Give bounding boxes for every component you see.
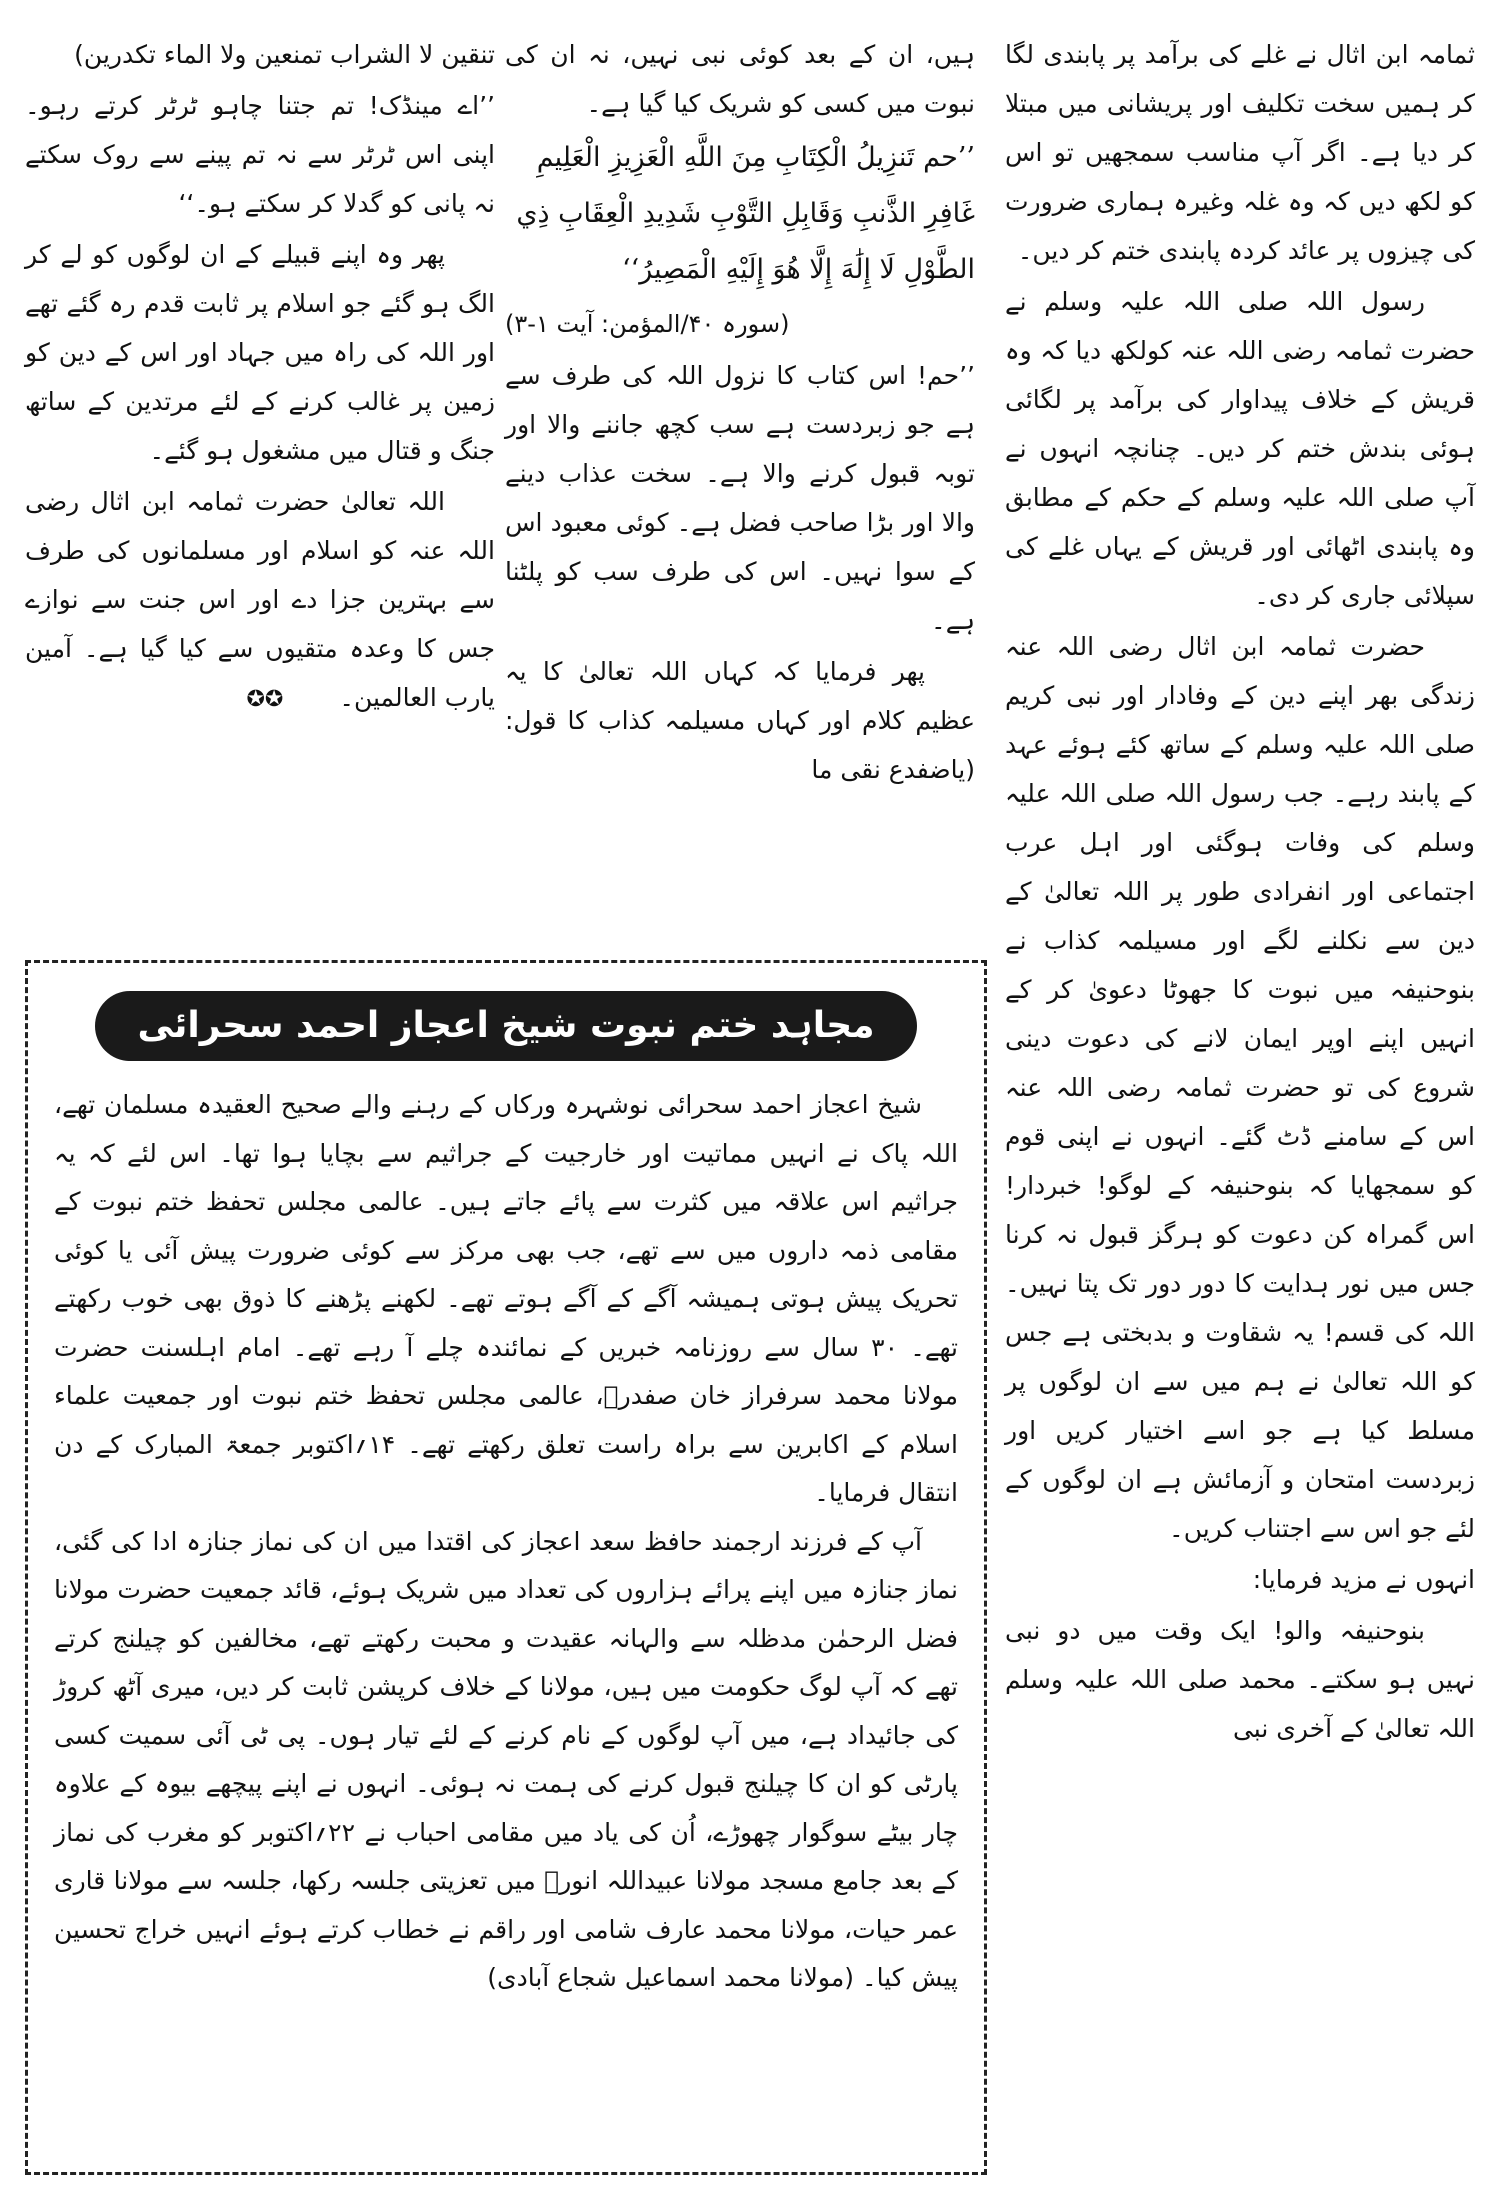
end-mark-icon: ✪✪ — [246, 687, 284, 712]
verse-reference: (سورہ ۴۰/المؤمن: آیت ۱-۳) — [505, 310, 790, 338]
right-paragraph-2: رسول اللہ صلی اللہ علیہ وسلم نے حضرت ثمامہ رضی اللہ عنہ کولکھ دیا کہ وہ قریش کے خلاف پیداوار کی برآمد پر لگائی ہوئی بندش ختم کر دیں۔ چنانچہ انہوں نے آپ صلی اللہ علیہ وسلم کے حکم کے مطابق وہ پابندی اٹھائی اور قریش کے یہاں غلے کی سپلائی جاری کر دی۔ — [1005, 287, 1475, 610]
verse-translation: ’’حم! اس کتاب کا نزول اللہ کی طرف سے ہے جو زبردست ہے سب کچھ جاننے والا اور توبہ قبول کرنے والا ہے۔ سخت عذاب دینے والا اور بڑا صاحب فضل ہے۔ کوئی معبود اس کے سوا نہیں۔ اس کی طرف سب کو پلٹنا ہے۔ — [505, 361, 975, 635]
left-paragraph-3: پھر وہ اپنے قبیلے کے ان لوگوں کو لے کر الگ ہو گئے جو اسلام پر ثابت قدم رہ گئے تھے اور اللہ کی راہ میں جہاد اور اس کے دین کو زمین پر غالب کرنے کے لئے مرتدین کے ساتھ جنگ و قتال میں مشغول ہو گئے۔ — [25, 240, 495, 465]
middle-paragraph-1: ہیں، ان کے بعد کوئی نبی نہیں، نہ ان کی نبوت میں کسی کو شریک کیا گیا ہے۔ — [505, 40, 975, 118]
author-signature: (مولانا محمد اسماعیل شجاع آبادی) — [487, 1963, 854, 1992]
right-paragraph-3: حضرت ثمامہ ابن اثال رضی اللہ عنہ زندگی بھر اپنے دین کے وفادار اور نبی کریم صلی اللہ علیہ وسلم کے ساتھ کئے ہوئے عہد کے پابند رہے۔ جب رسول اللہ صلی اللہ علیہ وسلم کی وفات ہوگئی اور اہل عرب اجتماعی اور انفرادی طور پر اللہ تعالیٰ کے دین سے نکلنے لگے اور مسیلمہ کذاب نے بنوحنیفہ میں نبوت کا جھوٹا دعویٰ کر کے انہیں اپنے اوپر ایمان لانے کی دعوت دینی شروع کی تو حضرت ثمامہ رضی اللہ عنہ اس کے سامنے ڈٹ گئے۔ انہوں نے اپنی قوم کو سمجھایا کہ بنوحنیفہ کے لوگو! خبردار! اس گمراہ کن دعوت کو ہرگز قبول نہ کرنا جس میں نور ہدایت کا دور دور تک پتا نہیں۔ اللہ کی قسم! یہ شقاوت و بدبختی ہے جس کو اللہ تعالیٰ نے ہم میں سے ان لوگوں پر مسلط کیا ہے جو اسے اختیار کریں اور زبردست امتحان و آزمائش ہے ان لوگوں کے لئے جو اس سے اجتناب کریں۔ — [1005, 632, 1475, 1543]
right-paragraph-1: ثمامہ ابن اثال نے غلے کی برآمد پر پابندی لگا کر ہمیں سخت تکلیف اور پریشانی میں مبتلا کر دیا ہے۔ اگر آپ مناسب سمجھیں تو اس کو لکھ دیں کہ وہ غلہ وغیرہ ہماری ضرورت کی چیزوں پر عائد کردہ پابندی ختم کر دیں۔ — [1005, 40, 1475, 265]
quran-verse: ’’حم تَنزِيلُ الْكِتَابِ مِنَ اللَّهِ الْعَزِيزِ الْعَلِيمِ غَافِرِ الذَّنبِ وَقَابِلِ التَّوْبِ شَدِيدِ الْعِقَابِ ذِي الطَّوْلِ لَا إِلَٰهَ إِلَّا هُوَ إِلَيْهِ الْمَصِيرُ‘‘ — [516, 142, 975, 285]
right-paragraph-4: انہوں نے مزید فرمایا: — [1252, 1565, 1475, 1594]
obituary-body — [54, 1081, 958, 2003]
left-column — [25, 30, 495, 950]
obituary-title-wrap — [28, 991, 984, 1061]
obituary-paragraph-2-text: آپ کے فرزند ارجمند حافظ سعد اعجاز کی اقتدا میں ان کی نماز جنازہ ادا کی گئی، نماز جنازہ میں اپنے پرائے ہزاروں کی تعداد میں شریک ہوئے، قائد جمعیت حضرت مولانا فضل الرحمٰن مدظلہ سے والہانہ عقیدت و محبت رکھتے تھے، مخالفین کو چیلنج کرتے تھے کہ آپ لوگ حکومت میں ہیں، مولانا کے خلاف کرپشن ثابت کر دیں، میری آٹھ کروڑ کی جائیداد ہے، میں آپ لوگوں کے نام کرنے کے لئے تیار ہوں۔ پی ٹی آئی سمیت کسی پارٹی کو ان کا چیلنج قبول کرنے کی ہمت نہ ہوئی۔ انہوں نے اپنے پیچھے بیوہ کے علاوہ چار بیٹے سوگوار چھوڑے، اُن کی یاد میں مقامی احباب نے ۲۲؍اکتوبر کو مغرب کی نماز کے بعد جامع مسجد مولانا عبیداللہ انورؒ میں تعزیتی جلسہ رکھا، جلسہ سے مولانا قاری عمر حیات، مولانا محمد عارف شامی اور راقم نے خطاب کرتے ہوئے انہیں خراج تحسین پیش کیا۔ — [54, 1526, 958, 1992]
left-paragraph-4 — [25, 477, 495, 724]
middle-column — [505, 30, 975, 950]
obituary-box — [25, 960, 987, 2175]
left-paragraph-4-text: اللہ تعالیٰ حضرت ثمامہ ابن اثال رضی اللہ عنہ کو اسلام اور مسلمانوں کی طرف سے بہترین جزا دے اور اس جنت سے نوازے جس کا وعدہ متقیوں سے کیا گیا ہے۔ آمین یارب العالمین۔ — [25, 487, 495, 712]
obituary-paragraph-2 — [54, 1518, 958, 2003]
left-paragraph-2: ’’اے مینڈک! تم جتنا چاہو ٹرٹر کرتے رہو۔ اپنی اس ٹرٹر سے نہ تم پینے سے روک سکتے نہ پانی کو گدلا کر سکتے ہو۔‘‘ — [25, 91, 495, 218]
left-paragraph-1: تنقین لا الشراب تمنعین ولا الماء تکدرین) — [74, 40, 495, 69]
right-paragraph-5: بنوحنیفہ والو! ایک وقت میں دو نبی نہیں ہو سکتے۔ محمد صلی اللہ علیہ وسلم اللہ تعالیٰ کے آخری نبی — [1005, 1616, 1475, 1743]
obituary-paragraph-1: شیخ اعجاز احمد سحرائی نوشہرہ ورکاں کے رہنے والے صحیح العقیدہ مسلمان تھے، اللہ پاک نے انہیں مماتیت اور خارجیت کے جراثیم سے بچایا ہوا تھا۔ اس لئے کہ یہ جراثیم اس علاقہ میں کثرت سے پائے جاتے ہیں۔ عالمی مجلس تحفظ ختم نبوت کے مقامی ذمہ داروں میں سے تھے، جب بھی مرکز سے کوئی ضرورت پیش آئی یا کوئی تحریک پیش ہوتی ہمیشہ آگے کے آگے ہوتے تھے۔ لکھنے پڑھنے کا ذوق بھی خوب رکھتے تھے۔ ۳۰ سال سے روزنامہ خبریں کے نمائندہ چلے آ رہے تھے۔ امام اہلسنت حضرت مولانا محمد سرفراز خان صفدرؒ، عالمی مجلس تحفظ ختم نبوت اور جمعیت علماء اسلام کے اکابرین سے براہ راست تعلق رکھتے تھے۔ ۱۴؍اکتوبر جمعۃ المبارک کے دن انتقال فرمایا۔ — [54, 1090, 958, 1507]
middle-paragraph-3: پھر فرمایا کہ کہاں اللہ تعالیٰ کا یہ عظیم کلام اور کہاں مسیلمہ کذاب کا قول: (یاضفدع نقی ما — [505, 657, 975, 784]
obituary-title: مجاہد ختم نبوت شیخ اعجاز احمد سحرائی — [95, 991, 916, 1061]
right-column — [1005, 30, 1475, 2180]
